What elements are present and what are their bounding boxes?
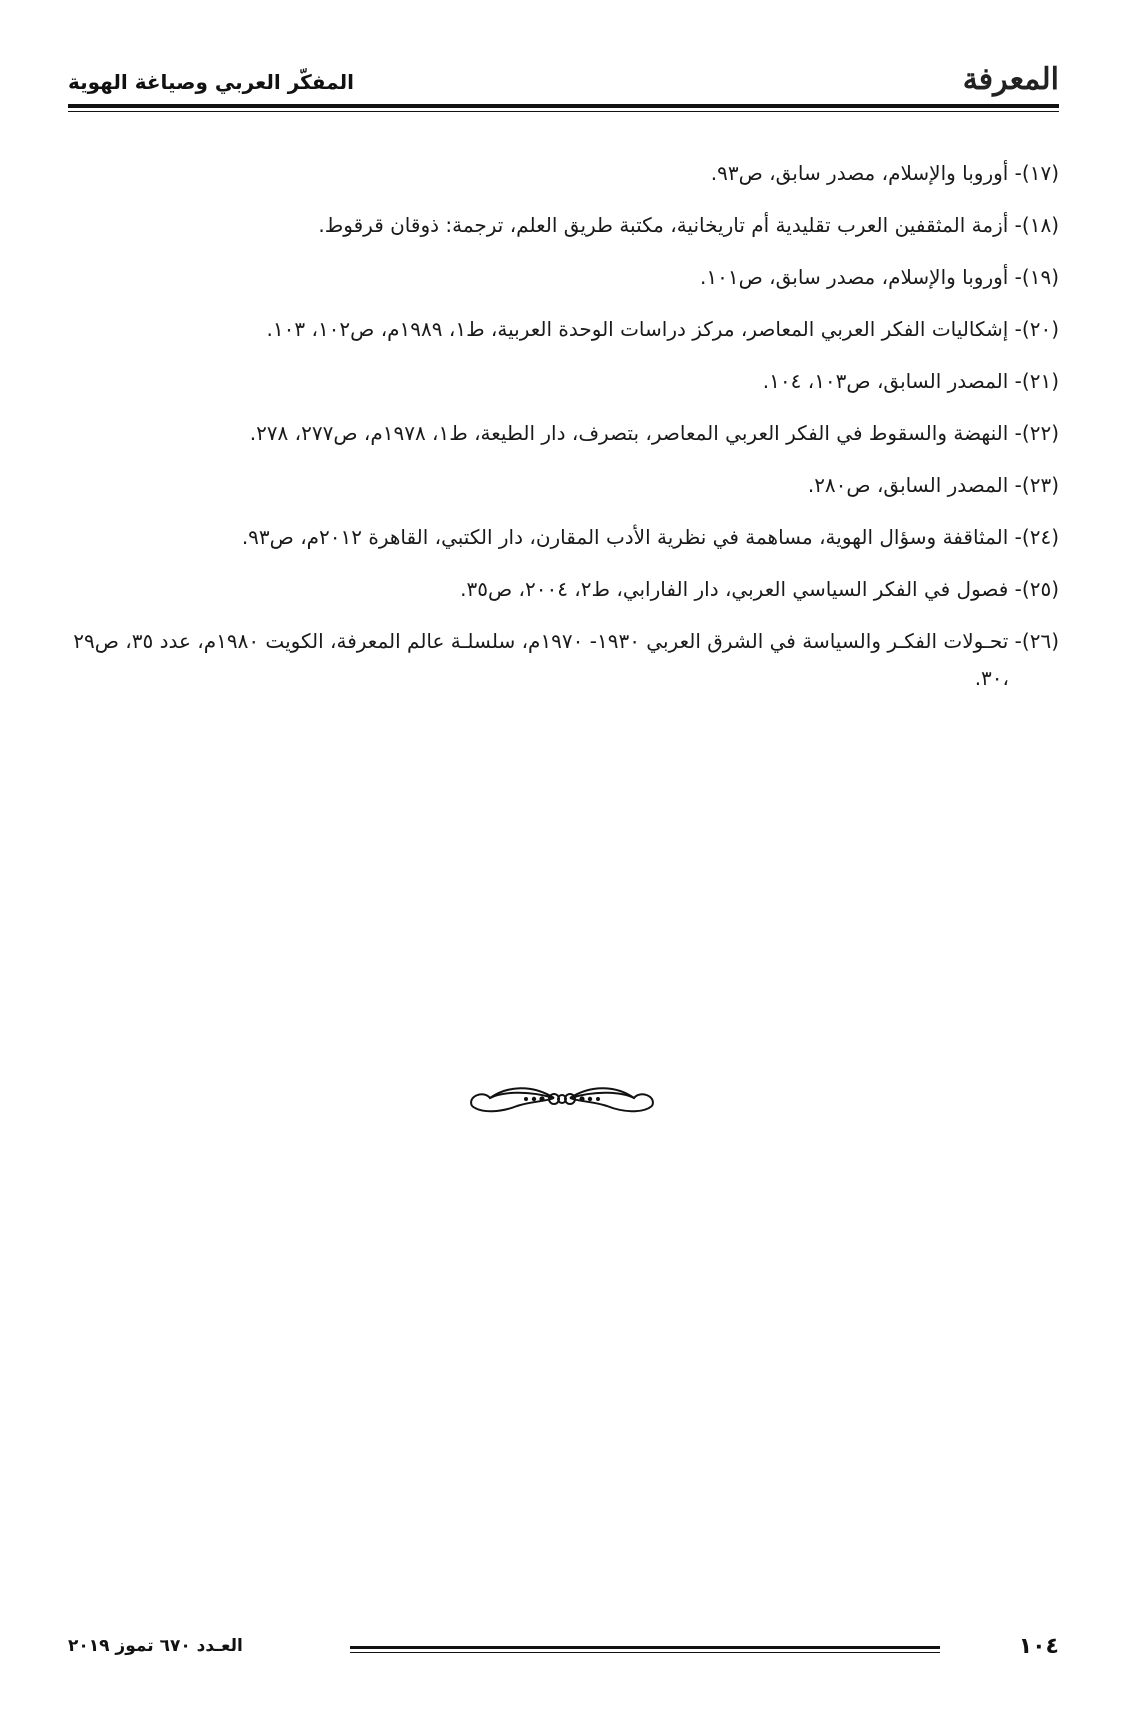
- reference-item: (٢٥)- فصول في الفكر السياسي العربي، دار الفارابي، ط٢، ٢٠٠٤، ص٣٥.: [460, 577, 1059, 601]
- reference-item: (٢١)- المصدر السابق، ص١٠٣، ١٠٤.: [762, 369, 1059, 393]
- page-number: ١٠٤: [1018, 1634, 1059, 1659]
- reference-item: (١٨)- أزمة المثقفين العرب تقليدية أم تاريخانية، مكتبة طريق العلم، ترجمة: ذوقان قرقوط.: [318, 213, 1059, 237]
- references-list: [66, 155, 1059, 712]
- issue-info: العـدد ٦٧٠ تموز ٢٠١٩: [68, 1636, 243, 1656]
- reference-item: (٢٤)- المثاقفة وسؤال الهوية، مساهمة في نظرية الأدب المقارن، دار الكتبي، القاهرة ٢٠١٢م، ص٩٣.: [241, 525, 1059, 549]
- decorative-divider-icon: [462, 1068, 662, 1128]
- footer-divider-thin: [350, 1652, 940, 1653]
- reference-item: (٢٦)- تحـولات الفكـر والسياسة في الشرق العربي ١٩٣٠- ١٩٧٠م، سلسلـة عالم المعرفة، الكويت ١٩٨٠م، عدد ٣٥، ص٢٩ ،٣٠.: [73, 629, 1059, 690]
- footer-divider: [350, 1646, 940, 1649]
- header-divider: [68, 104, 1059, 108]
- reference-item: (٢٢)- النهضة والسقوط في الفكر العربي المعاصر، بتصرف، دار الطيعة، ط١، ١٩٧٨م، ص٢٧٧، ٢٧٨.: [249, 421, 1059, 445]
- reference-item: (٢٠)- إشكاليات الفكر العربي المعاصر، مركز دراسات الوحدة العربية، ط١، ١٩٨٩م، ص١٠٢، ١٠٣.: [266, 317, 1059, 341]
- reference-item: (٢٣)- المصدر السابق، ص٢٨٠.: [807, 473, 1059, 497]
- header-divider-thin: [68, 111, 1059, 112]
- article-title: المفكّر العربي وصياغة الهوية: [68, 70, 354, 94]
- journal-name: المعرفة: [962, 62, 1059, 97]
- reference-item: (١٧)- أوروبا والإسلام، مصدر سابق، ص٩٣.: [710, 161, 1059, 185]
- page-footer: [68, 1634, 1059, 1664]
- reference-item: (١٩)- أوروبا والإسلام، مصدر سابق، ص١٠١.: [700, 265, 1059, 289]
- page-header: [68, 56, 1059, 106]
